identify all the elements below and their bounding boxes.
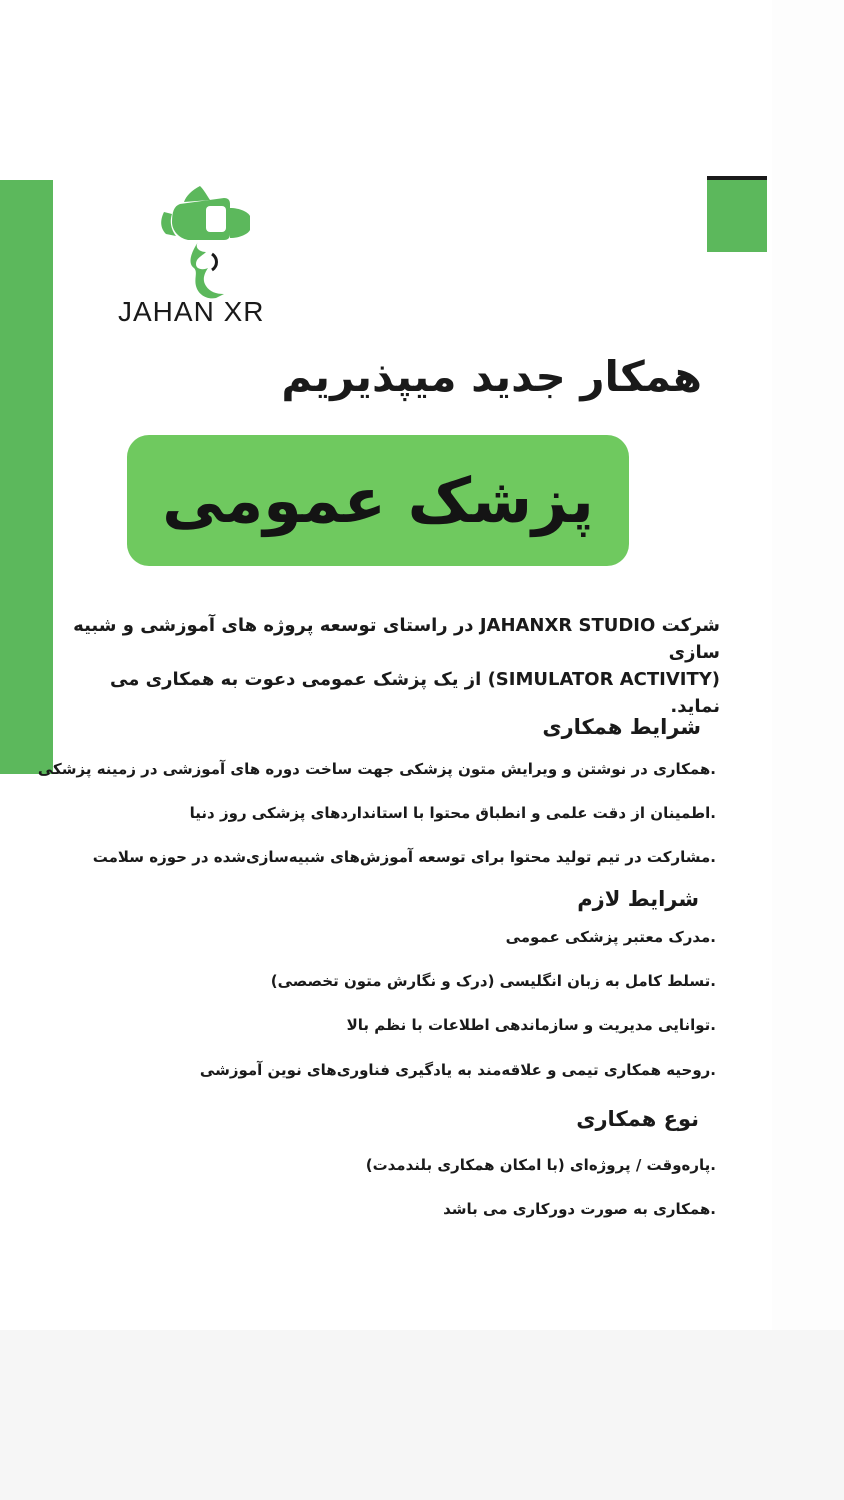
list-item: .همکاری به صورت دورکاری می باشد: [443, 1200, 716, 1218]
left-accent-bar: [0, 180, 53, 774]
list-item: .روحیه همکاری تیمی و علاقه‌مند به یادگیری فناوری‌های نوین آموزشی: [199, 1061, 716, 1079]
corner-accent-square: [707, 176, 767, 252]
list-item: .اطمینان از دقت علمی و انطباق محتوا با استانداردهای پزشکی روز دنیا: [189, 804, 716, 822]
section-title-requirements: شرایط لازم: [577, 887, 699, 911]
brand-logo: [118, 182, 290, 300]
page-headline: همکار جدید میپذیریم: [281, 352, 702, 401]
position-badge: [127, 435, 629, 566]
section-title-work-type: نوع همکاری: [576, 1107, 699, 1131]
right-edge-fade: [772, 0, 844, 1330]
list-item: .توانایی مدیریت و سازماندهی اطلاعات با نظم بالا: [346, 1016, 716, 1034]
vr-headset-head-icon: [154, 182, 254, 300]
intro-line: شرکت JAHANXR STUDIO در راستای توسعه پروژه های آموزشی و شبیه سازی: [73, 615, 720, 663]
bottom-area: [0, 1330, 844, 1500]
list-item: .تسلط کامل به زبان انگلیسی (درک و نگارش متون تخصصی): [270, 972, 716, 990]
brand-name: JAHAN XR: [118, 296, 265, 327]
intro-paragraph: [70, 612, 720, 720]
section-title-cooperation: شرایط همکاری: [542, 715, 701, 739]
list-item: .همکاری در نوشتن و ویرایش متون پزشکی جهت ساخت دوره های آموزشی در زمینه پزشکی: [37, 760, 716, 778]
list-item: .پاره‌وقت / پروژه‌ای (با امکان همکاری بلندمدت): [365, 1156, 716, 1174]
list-item: .مدرک معتبر پزشکی عمومی: [505, 928, 716, 946]
position-title: پزشک عمومی: [162, 464, 594, 537]
intro-line: (SIMULATOR ACTIVITY) از یک پزشک عمومی دعوت به همکاری می نماید.: [110, 669, 720, 717]
list-item: .مشارکت در تیم تولید محتوا برای توسعه آموزش‌های شبیه‌سازی‌شده در حوزه سلامت: [92, 848, 716, 866]
